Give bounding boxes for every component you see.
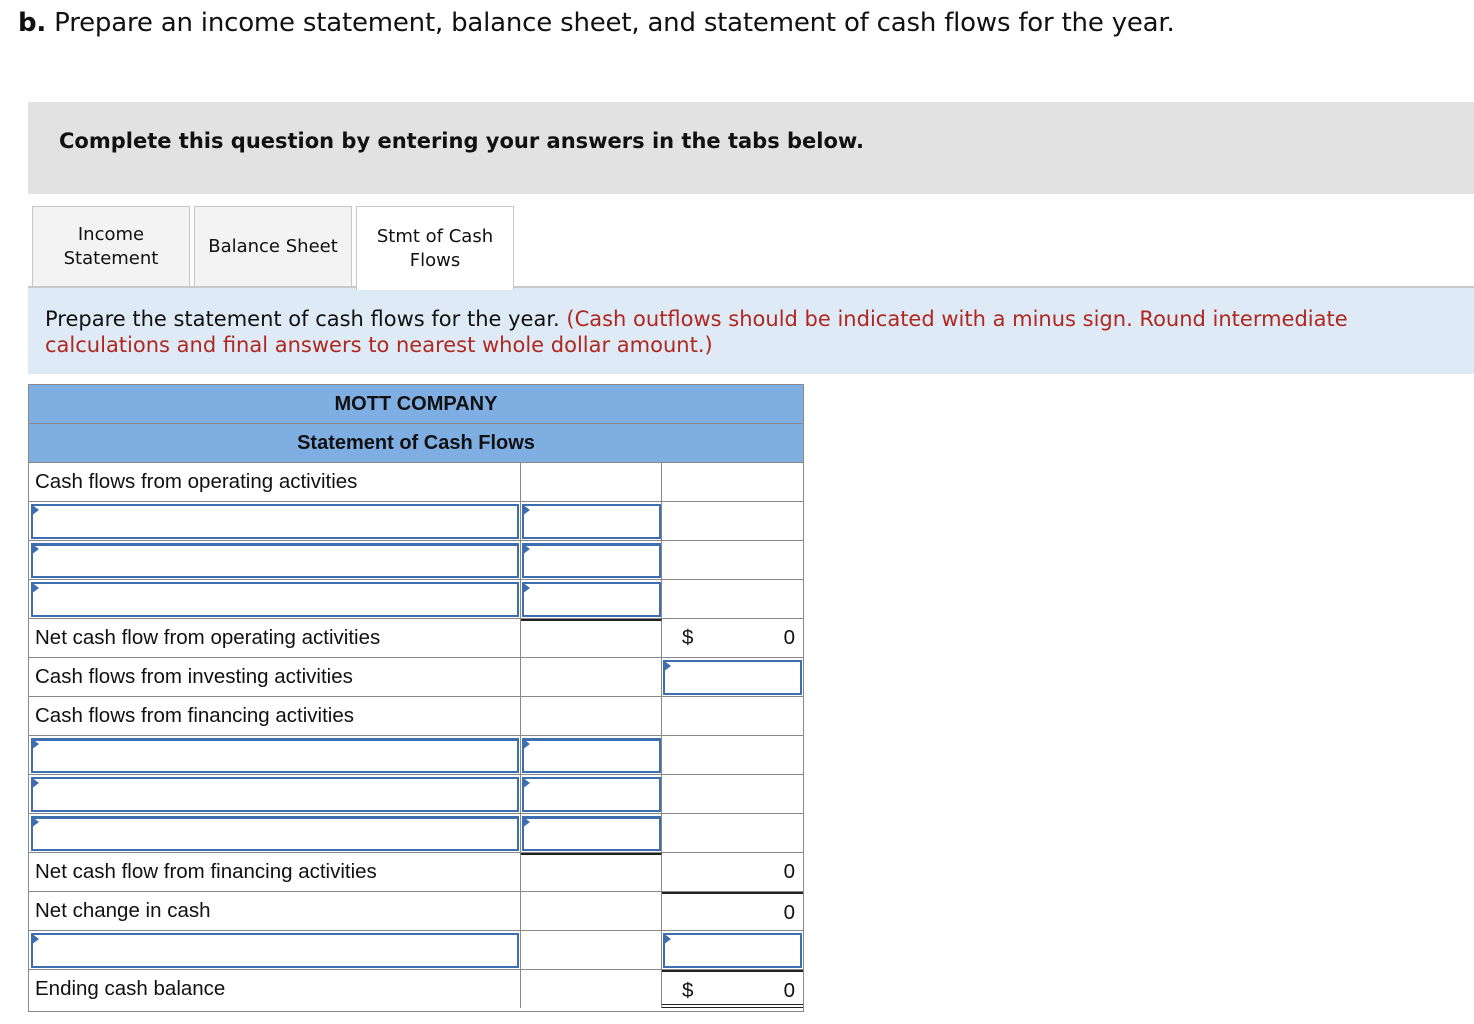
dropdown-indicator-icon	[522, 543, 530, 555]
empty-cell	[662, 502, 803, 540]
table-row	[29, 580, 803, 619]
dropdown-indicator-icon	[31, 738, 39, 750]
empty-cell	[521, 697, 662, 735]
empty-cell	[521, 853, 662, 891]
empty-cell	[521, 619, 662, 657]
dropdown-indicator-icon	[663, 933, 671, 945]
empty-cell	[521, 970, 662, 1008]
question-body: Prepare an income statement, balance sheet, and statement of cash flows for the year.	[54, 8, 1175, 38]
instruction-main: Prepare the statement of cash flows for the year.	[45, 307, 560, 331]
beginning-balance-label-input[interactable]	[31, 933, 519, 968]
empty-cell	[662, 736, 803, 774]
financing-item-3-amount-input[interactable]	[522, 816, 661, 851]
dropdown-indicator-icon	[663, 660, 671, 672]
currency-symbol: $	[682, 626, 694, 649]
financing-item-1-label-input[interactable]	[31, 738, 519, 773]
table-row	[29, 619, 803, 658]
financing-item-2-label-input[interactable]	[31, 777, 519, 812]
dropdown-indicator-icon	[31, 816, 39, 828]
table-row	[29, 775, 803, 814]
dropdown-indicator-icon	[31, 543, 39, 555]
dropdown-indicator-icon	[31, 933, 39, 945]
table-row	[29, 970, 803, 1009]
dropdown-indicator-icon	[522, 816, 530, 828]
statement-title: Statement of Cash Flows	[29, 424, 803, 463]
question-prefix: b.	[18, 8, 47, 38]
net-operating-label: Net cash flow from operating activities	[29, 619, 521, 657]
table-row	[29, 931, 803, 970]
net-change-value: 0	[783, 901, 795, 924]
operating-item-2-label-input[interactable]	[31, 543, 519, 578]
dropdown-indicator-icon	[522, 582, 530, 594]
net-operating-value: 0	[783, 626, 795, 649]
dropdown-indicator-icon	[522, 504, 530, 516]
empty-cell	[521, 658, 662, 696]
table-row	[29, 892, 803, 931]
instruction-panel	[28, 288, 1474, 374]
financing-header-label: Cash flows from financing activities	[29, 697, 521, 735]
tab-balance-label: Balance Sheet	[208, 236, 338, 257]
table-row	[29, 736, 803, 775]
dropdown-indicator-icon	[31, 504, 39, 516]
dropdown-indicator-icon	[522, 777, 530, 789]
banner-text: Complete this question by entering your answers in the tabs below.	[59, 129, 864, 153]
cash-flow-statement-table	[28, 384, 804, 1012]
table-row	[29, 658, 803, 697]
empty-cell	[662, 814, 803, 852]
net-change-label: Net change in cash	[29, 892, 521, 930]
operating-item-3-amount-input[interactable]	[522, 582, 661, 617]
operating-item-2-amount-input[interactable]	[522, 543, 661, 578]
dropdown-indicator-icon	[31, 582, 39, 594]
operating-item-3-label-input[interactable]	[31, 582, 519, 617]
instruction-banner	[28, 102, 1474, 194]
table-row	[29, 814, 803, 853]
tab-balance-sheet[interactable]	[194, 206, 352, 288]
table-row	[29, 853, 803, 892]
tab-cash-line1: Stmt of Cash	[376, 225, 494, 247]
tab-income-statement[interactable]	[32, 206, 190, 288]
beginning-balance-amount-input[interactable]	[663, 933, 802, 968]
instruction-note: (Cash outflows should be indicated with a minus sign. Round intermediate calculations and final answers to nearest whole dollar amount.)	[45, 307, 1348, 357]
net-financing-value: 0	[783, 860, 795, 883]
empty-cell	[662, 580, 803, 618]
financing-item-3-label-input[interactable]	[31, 816, 519, 851]
question-text	[18, 8, 1175, 38]
investing-amount-input[interactable]	[663, 660, 802, 695]
net-financing-label: Net cash flow from financing activities	[29, 853, 521, 891]
financing-item-1-amount-input[interactable]	[522, 738, 661, 773]
table-row	[29, 541, 803, 580]
table-row	[29, 502, 803, 541]
empty-cell	[662, 541, 803, 579]
table-row	[29, 697, 803, 736]
operating-header-label: Cash flows from operating activities	[29, 463, 521, 501]
dropdown-indicator-icon	[31, 777, 39, 789]
empty-cell	[662, 697, 803, 735]
tab-income-line2: Statement	[63, 248, 159, 269]
empty-cell	[521, 463, 662, 501]
financing-item-2-amount-input[interactable]	[522, 777, 661, 812]
instruction-text	[45, 306, 1445, 358]
operating-item-1-label-input[interactable]	[31, 504, 519, 539]
investing-header-label: Cash flows from investing activities	[29, 658, 521, 696]
tab-income-line1: Income	[77, 224, 145, 245]
empty-cell	[521, 931, 662, 969]
empty-cell	[662, 775, 803, 813]
table-row	[29, 463, 803, 502]
ending-balance-value: 0	[783, 979, 795, 1002]
company-name: MOTT COMPANY	[29, 385, 803, 424]
empty-cell	[662, 463, 803, 501]
tab-stmt-cash-flows[interactable]	[356, 206, 514, 290]
currency-symbol: $	[682, 979, 694, 1002]
empty-cell	[521, 892, 662, 930]
dropdown-indicator-icon	[522, 738, 530, 750]
tab-cash-line2: Flows	[409, 249, 461, 271]
operating-item-1-amount-input[interactable]	[522, 504, 661, 539]
ending-balance-label: Ending cash balance	[29, 970, 521, 1008]
